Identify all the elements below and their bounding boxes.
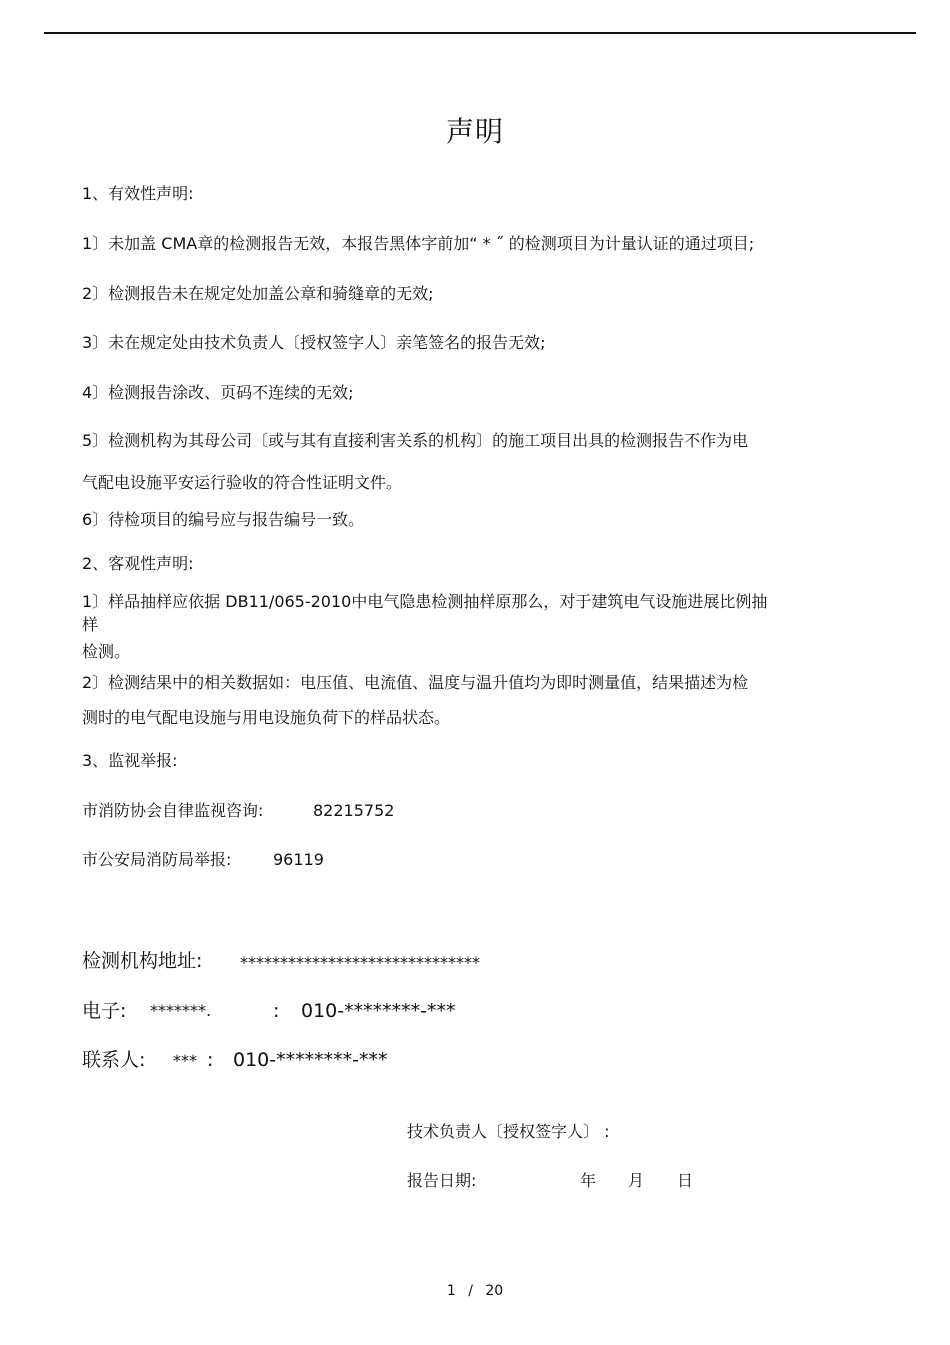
- report-date-day: 日: [677, 1171, 694, 1190]
- fire-association-label: 市消防协会自律监视咨询:: [82, 801, 264, 820]
- section-heading-objectivity: 2、客观性声明:: [82, 554, 194, 573]
- objectivity-item-2-cont: 测时的电气配电设施与用电设施负荷下的样品状态。: [82, 708, 451, 727]
- page-current: 1: [446, 1283, 456, 1299]
- page-title: 声明: [445, 115, 504, 148]
- fire-association-phone: 82215752: [313, 801, 395, 820]
- validity-item-1: 1〕未加盖 CMA章的检测报告无效，本报告黑体字前加“ * ˝ 的检测项目为计量认证的通过项目;: [82, 234, 755, 253]
- contact-person-value: ***: [173, 1051, 197, 1070]
- phone-colon: :: [273, 1000, 280, 1022]
- address-value: ******************************: [240, 953, 480, 972]
- page-total: 20: [485, 1283, 504, 1299]
- contact-person-phone: 010-********-***: [233, 1049, 388, 1071]
- report-date-year: 年: [580, 1171, 597, 1190]
- header-rule: [44, 32, 916, 34]
- objectivity-item-2: 2〕检测结果中的相关数据如：电压值、电流值、温度与温升值均为即时测量值，结果描述为检: [82, 673, 749, 692]
- phone-value: 010-********-***: [301, 1000, 456, 1022]
- report-date-month: 月: [628, 1171, 645, 1190]
- section-heading-report: 3、监视举报:: [82, 751, 178, 770]
- address-label: 检测机构地址:: [82, 950, 203, 972]
- validity-item-2: 2〕检测报告未在规定处加盖公章和骑缝章的无效;: [82, 284, 434, 303]
- page-separator: /: [468, 1283, 473, 1299]
- contact-person-colon: :: [207, 1049, 214, 1071]
- contact-person-label: 联系人:: [82, 1049, 146, 1071]
- tech-lead-signature-label: 技术负责人〔授权签字人〕 :: [407, 1122, 610, 1141]
- police-fire-phone: 96119: [273, 850, 324, 869]
- police-fire-label: 市公安局消防局举报:: [82, 850, 232, 869]
- page-number: [0, 1282, 950, 1300]
- validity-item-6: 6〕待检项目的编号应与报告编号一致。: [82, 510, 365, 529]
- objectivity-item-1: 1〕样品抽样应依据 DB11/065-2010中电气隐患检测抽样原那么，对于建筑电气设施进展比例抽: [82, 592, 768, 611]
- section-heading-validity: 1、有效性声明:: [82, 184, 194, 203]
- email-label: 电子:: [82, 1000, 127, 1022]
- validity-item-5-cont: 气配电设施平安运行验收的符合性证明文件。: [82, 473, 403, 492]
- email-value: *******.: [150, 1001, 212, 1020]
- report-date-label: 报告日期:: [407, 1171, 477, 1190]
- validity-item-4: 4〕检测报告涂改、页码不连续的无效;: [82, 383, 354, 402]
- validity-item-5: 5〕检测机构为其母公司〔或与其有直接利害关系的机构〕的施工项目出具的检测报告不作为电: [82, 431, 749, 450]
- validity-item-3: 3〕未在规定处由技术负责人〔授权签字人〕亲笔签名的报告无效;: [82, 333, 546, 352]
- objectivity-item-1-wrap: 样: [82, 615, 99, 634]
- objectivity-item-1-cont: 检测。: [82, 642, 131, 661]
